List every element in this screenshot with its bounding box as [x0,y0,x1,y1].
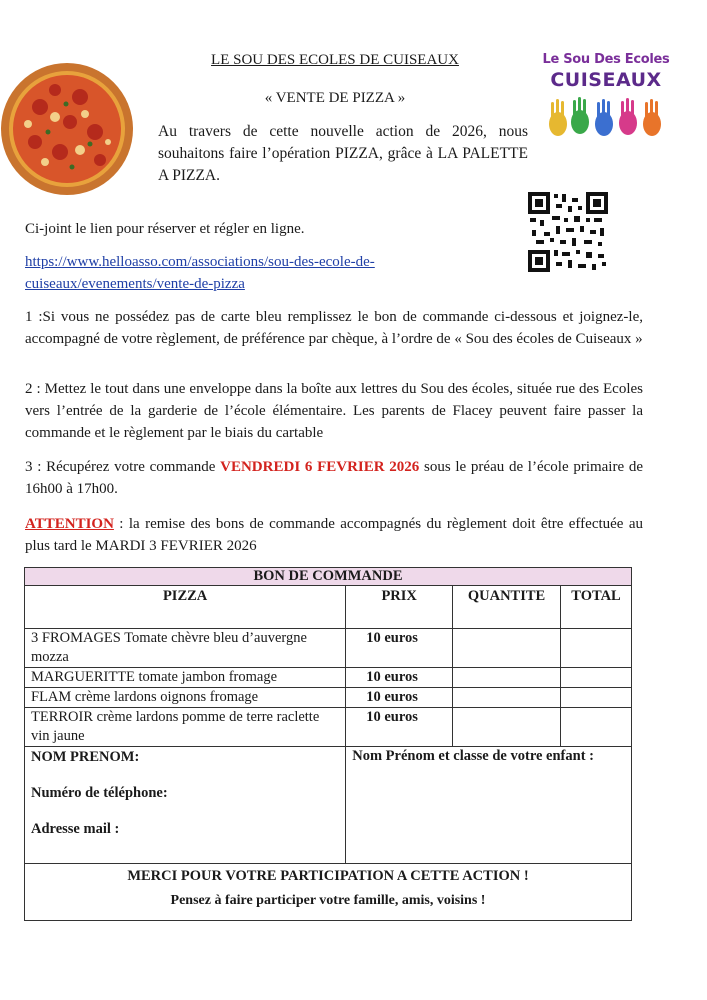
qr-code-icon[interactable] [528,192,608,272]
quantity-cell[interactable] [453,708,561,747]
step-2: 2 : Mettez le tout dans une enveloppe dans la boîte aux lettres du Sou des écoles, située rue des Ecoles vers l’entrée de la garderie de l’école élémentaire. Les parents de Flacey peuvent faire passer la commande et le règlement par le biais du cartable [25,381,643,441]
pizza-terroir: TERROIR crème lardons pomme de terre raclette vin jaune [25,708,346,747]
helloasso-link[interactable] [25,251,375,295]
order-form [24,567,632,921]
intro-paragraph: Au travers de cette nouvelle action de 2026, nous souhaitons faire l’opération PIZZA, grâce à LA PALETTE A PIZZA. [158,123,528,184]
price-cell: 10 euros [346,688,453,708]
attention-label: ATTENTION [25,516,114,532]
quantity-cell[interactable] [453,629,561,668]
pizza-flam: FLAM crème lardons oignons fromage [25,688,346,708]
header-price: PRIX [346,586,453,629]
total-cell[interactable] [561,668,632,688]
step-3 [25,456,643,500]
attention-text: : la remise des bons de commande accompagnés du règlement doit être effectuée au plus tard le MARDI 3 FEVRIER 2026 [25,516,643,554]
quantity-cell[interactable] [453,668,561,688]
attention-notice [25,513,643,557]
header-quantity: QUANTITE [453,586,561,629]
logo-line2: CUISEAUX [550,69,662,91]
table-row [25,708,632,747]
table-row [25,629,632,668]
customer-info-cell[interactable] [25,747,346,864]
school-logo [536,50,676,142]
total-cell[interactable] [561,688,632,708]
link-line1[interactable]: https://www.helloasso.com/associations/sou-des-ecole-de- [25,254,375,270]
table-row [25,688,632,708]
logo-line1: Le Sou Des Ecoles [542,52,670,67]
phone-label: Numéro de téléphone: [31,785,168,801]
step-3-post: sous le préau de l’école primaire de 16h00 à 17h00. [25,459,643,497]
table-row [25,668,632,688]
name-label: NOM PRENOM: [31,749,140,765]
thanks-text: MERCI POUR VOTRE PARTICIPATION A CETTE ACTION ! [127,868,529,884]
pizza-margueritte: MARGUERITTE tomate jambon fromage [25,668,346,688]
child-info-cell[interactable] [346,747,632,864]
child-label: Nom Prénom et classe de votre enfant : [352,748,594,764]
total-cell[interactable] [561,629,632,668]
email-label: Adresse mail : [31,821,120,837]
price-cell: 10 euros [346,708,453,747]
order-form-header-row [25,586,632,629]
share-text: Pensez à faire participer votre famille, amis, voisins ! [170,893,486,908]
price-cell: 10 euros [346,629,453,668]
thanks-cell [25,864,632,921]
header-pizza: PIZZA [25,586,346,629]
price-cell: 10 euros [346,668,453,688]
step-3-pre: 3 : Récupérez votre commande [25,459,221,475]
quantity-cell[interactable] [453,688,561,708]
step-1: 1 :Si vous ne possédez pas de carte bleu remplissez le bon de commande ci-dessous et joignez-le, accompagné de votre règlement, de préférence par chèque, à l’ordre de « Sou des écoles de Cuiseaux » [25,309,643,347]
header-total: TOTAL [561,586,632,629]
total-cell[interactable] [561,708,632,747]
online-link-intro: Ci-joint le lien pour réserver et régler en ligne. [25,221,305,237]
hands-icon [546,94,668,140]
pizza-image [0,62,134,196]
pickup-date: VENDREDI 6 FEVRIER 2026 [220,459,420,475]
link-line2[interactable]: cuiseaux/evenements/vente-de-pizza [25,276,245,292]
document-title: LE SOU DES ECOLES DE CUISEAUX [211,52,459,68]
pizza-3-fromages: 3 FROMAGES Tomate chèvre bleu d’auvergne mozza [25,629,346,668]
document-subtitle: « VENTE DE PIZZA » [264,90,406,106]
order-form-title: BON DE COMMANDE [25,568,632,586]
